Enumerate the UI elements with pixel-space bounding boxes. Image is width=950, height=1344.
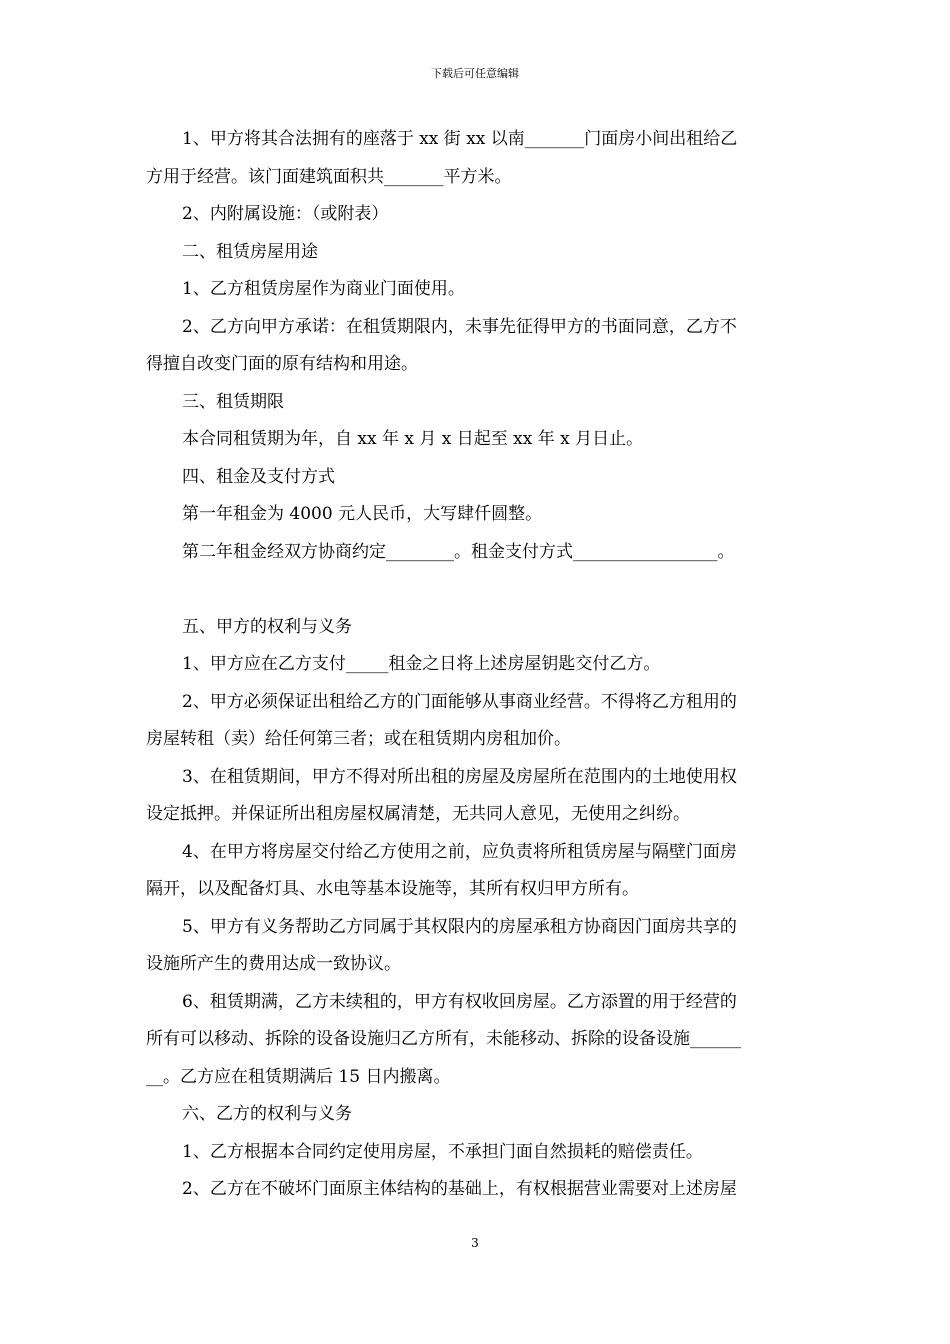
text-line: 隔开，以及配备灯具、水电等基本设施等，其所有权归甲方所有。 bbox=[146, 879, 639, 899]
text-line: 第二年租金经双方协商约定________。租金支付方式_________________。 bbox=[182, 541, 735, 562]
text-line: 设定抵押。并保证所出租房屋权属清楚，无共同人意见，无使用之纠纷。 bbox=[146, 804, 690, 824]
text-line: 5、甲方有义务帮助乙方同属于其权限内的房屋承租方协商因门面房共享的 bbox=[182, 916, 737, 937]
text-line: __。乙方应在租赁期满后 15 日内搬离。 bbox=[146, 1066, 451, 1087]
text-line: 1、乙方租赁房屋作为商业门面使用。 bbox=[182, 279, 465, 299]
text-line: 1、甲方应在乙方支付_____租金之日将上述房屋钥匙交付乙方。 bbox=[182, 654, 661, 674]
text-line: 2、甲方必须保证出租给乙方的门面能够从事商业经营。不得将乙方租用的 bbox=[182, 691, 737, 712]
text-line: 五、甲方的权利与义务 bbox=[182, 616, 352, 637]
text-line: 3、在租赁期间，甲方不得对所出租的房屋及房屋所在范围内的土地使用权 bbox=[182, 766, 737, 787]
text-line: 所有可以移动、拆除的设备设施归乙方所有，未能移动、拆除的设备设施______ bbox=[146, 1029, 741, 1049]
text-line: 二、租赁房屋用途 bbox=[182, 241, 318, 262]
page-number: 3 bbox=[471, 1236, 479, 1250]
text-line: 2、内附属设施：（或附表） bbox=[182, 204, 389, 224]
text-line: 方用于经营。该门面建筑面积共_______平方米。 bbox=[146, 166, 512, 187]
blank-line bbox=[146, 571, 810, 609]
text-line: 1、甲方将其合法拥有的座落于 xx 街 xx 以南_______门面房小间出租给乙 bbox=[182, 129, 738, 149]
text-line: 第一年租金为 4000 元人民币，大写肆仟圆整。 bbox=[182, 504, 543, 524]
text-line: 2、乙方在不破坏门面原主体结构的基础上，有权根据营业需要对上述房屋 bbox=[182, 1179, 737, 1199]
text-line: 本合同租赁期为年，自 xx 年 x 月 x 日起至 xx 年 x 月日止。 bbox=[182, 429, 644, 449]
text-line: 6、租赁期满，乙方未续租的，甲方有权收回房屋。乙方添置的用于经营的 bbox=[182, 991, 737, 1012]
text-line: 房屋转租（卖）给任何第三者；或在租赁期内房租加价。 bbox=[146, 729, 571, 749]
text-line: 2、乙方向甲方承诺：在租赁期限内，未事先征得甲方的书面同意，乙方不 bbox=[182, 316, 737, 337]
text-line: 1、乙方根据本合同约定使用房屋，不承担门面自然损耗的赔偿责任。 bbox=[182, 1141, 703, 1162]
document-body bbox=[146, 121, 810, 1209]
text-line: 三、租赁期限 bbox=[182, 391, 284, 412]
text-line: 六、乙方的权利与义务 bbox=[182, 1104, 352, 1124]
text-line: 四、租金及支付方式 bbox=[182, 466, 335, 487]
text-line: 得擅自改变门面的原有结构和用途。 bbox=[146, 354, 418, 374]
text-line: 设施所产生的费用达成一致协议。 bbox=[146, 954, 401, 974]
text-line: 4、在甲方将房屋交付给乙方使用之前，应负责将所租赁房屋与隔壁门面房 bbox=[182, 841, 737, 862]
page-header: 下载后可任意编辑 bbox=[431, 67, 519, 80]
